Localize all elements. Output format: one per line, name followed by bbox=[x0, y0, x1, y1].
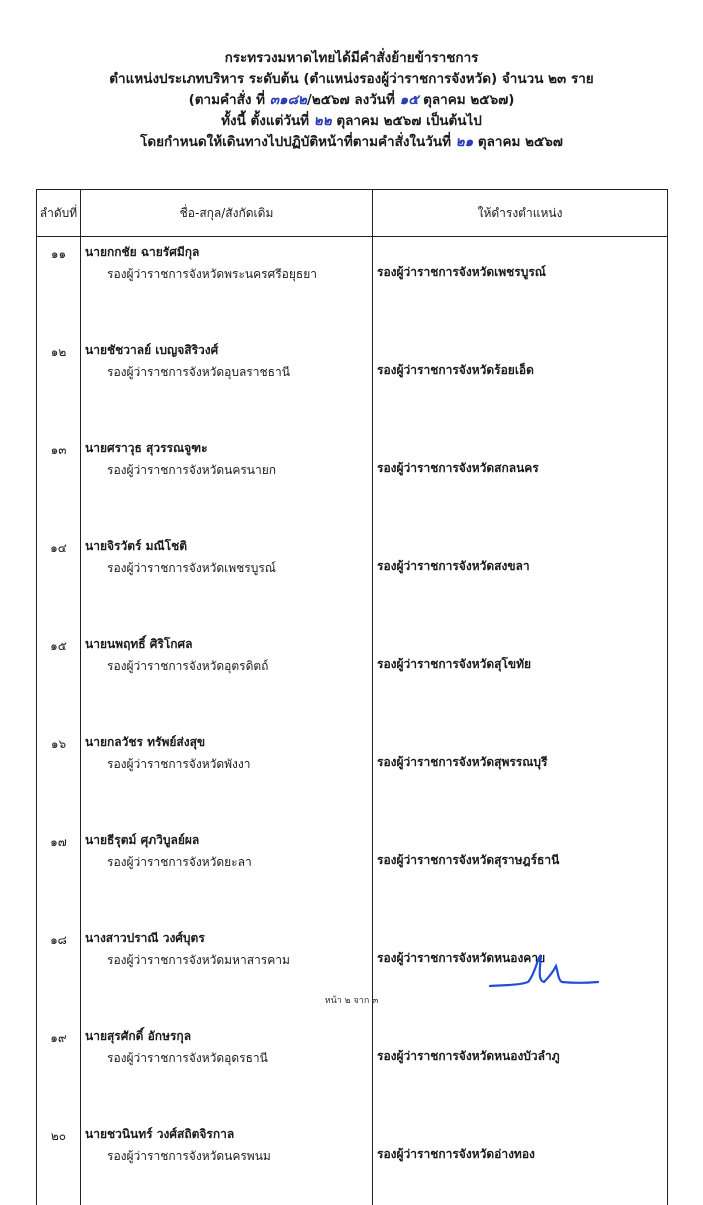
new-position: รองผู้ว่าราชการจังหวัดสกลนคร bbox=[373, 433, 668, 531]
new-position: รองผู้ว่าราชการจังหวัดสุโขทัย bbox=[373, 629, 668, 727]
person-name: นายธีรุตม์ ศุภวิบูลย์ผล bbox=[85, 833, 200, 847]
original-position: รองผู้ว่าราชการจังหวัดอุดรธานี bbox=[107, 1051, 268, 1065]
header-line-3 bbox=[0, 90, 703, 111]
table-row bbox=[37, 1021, 668, 1119]
order-month-year: ตุลาคม ๒๕๖๗) bbox=[423, 92, 515, 108]
table-header-row bbox=[37, 190, 668, 237]
new-position: รองผู้ว่าราชการจังหวัดอ่างทอง bbox=[373, 1119, 668, 1205]
header-name: ชื่อ-สกุล/สังกัดเดิม bbox=[81, 190, 373, 237]
row-number: ๑๖ bbox=[37, 727, 81, 825]
name-cell bbox=[81, 433, 373, 531]
row-number: ๑๑ bbox=[37, 237, 81, 336]
original-position: รองผู้ว่าราชการจังหวัดเพชรบูรณ์ bbox=[107, 561, 276, 575]
table-row bbox=[37, 1119, 668, 1205]
row-number: ๑๔ bbox=[37, 531, 81, 629]
effective-month-year: ตุลาคม ๒๕๖๗ เป็นต้นไป bbox=[336, 113, 482, 129]
signature-image bbox=[488, 952, 600, 992]
table-row bbox=[37, 237, 668, 336]
header-no: ลำดับที่ bbox=[37, 190, 81, 237]
effective-label: ทั้งนี้ ตั้งแต่วันที่ bbox=[221, 113, 310, 129]
header-line-1: กระทรวงมหาดไทยได้มีคำสั่งย้ายข้าราชการ bbox=[224, 50, 479, 66]
new-position: รองผู้ว่าราชการจังหวัดหนองคาย bbox=[373, 923, 668, 1021]
person-name: นางสาวปราณี วงศ์บุตร bbox=[85, 931, 205, 945]
header-line-4 bbox=[0, 111, 703, 132]
new-position: รองผู้ว่าราชการจังหวัดสงขลา bbox=[373, 531, 668, 629]
new-position: รองผู้ว่าราชการจังหวัดสุพรรณบุรี bbox=[373, 727, 668, 825]
report-label: โดยกำหนดให้เดินทางไปปฏิบัติหน้าที่ตามคำสั่งในวันที่ bbox=[140, 134, 451, 150]
name-cell bbox=[81, 727, 373, 825]
person-name: นายชัชวาลย์ เบญจสิริวงศ์ bbox=[85, 343, 219, 357]
row-number: ๑๘ bbox=[37, 923, 81, 1021]
original-position: รองผู้ว่าราชการจังหวัดพระนครศรีอยุธยา bbox=[107, 267, 317, 281]
name-cell bbox=[81, 1021, 373, 1119]
original-position: รองผู้ว่าราชการจังหวัดนครพนม bbox=[107, 1149, 271, 1163]
table-row bbox=[37, 335, 668, 433]
report-month-year: ตุลาคม ๒๕๖๗ bbox=[477, 134, 563, 150]
row-number: ๑๒ bbox=[37, 335, 81, 433]
row-number: ๑๗ bbox=[37, 825, 81, 923]
person-name: นายจิรวัตร์ มณีโชติ bbox=[85, 539, 188, 553]
name-cell bbox=[81, 629, 373, 727]
report-day: ๒๑ bbox=[455, 134, 474, 150]
order-day: ๑๕ bbox=[399, 92, 419, 108]
table-row bbox=[37, 825, 668, 923]
header-line-5 bbox=[0, 132, 703, 153]
name-cell bbox=[81, 1119, 373, 1205]
new-position: รองผู้ว่าราชการจังหวัดสุราษฎร์ธานี bbox=[373, 825, 668, 923]
original-position: รองผู้ว่าราชการจังหวัดยะลา bbox=[107, 855, 252, 869]
order-label: (ตามคำสั่ง ที่ bbox=[188, 92, 266, 108]
row-number: ๑๓ bbox=[37, 433, 81, 531]
row-number: ๒๐ bbox=[37, 1119, 81, 1205]
row-number: ๑๙ bbox=[37, 1021, 81, 1119]
name-cell bbox=[81, 335, 373, 433]
original-position: รองผู้ว่าราชการจังหวัดมหาสารคาม bbox=[107, 953, 290, 967]
person-name: นายกลวัชร ทรัพย์ส่งสุข bbox=[85, 735, 206, 749]
original-position: รองผู้ว่าราชการจังหวัดอุตรดิตถ์ bbox=[107, 659, 269, 673]
table-row bbox=[37, 629, 668, 727]
header-line-2: ตำแหน่งประเภทบริหาร ระดับต้น (ตำแหน่งรองผู้ว่าราชการจังหวัด) จำนวน ๒๓ ราย bbox=[109, 71, 594, 87]
new-position: รองผู้ว่าราชการจังหวัดหนองบัวลำภู bbox=[373, 1021, 668, 1119]
new-position: รองผู้ว่าราชการจังหวัดเพชรบูรณ์ bbox=[373, 237, 668, 336]
table-row bbox=[37, 531, 668, 629]
order-number: ๓๑๘๒ bbox=[269, 92, 307, 108]
name-cell bbox=[81, 825, 373, 923]
row-number: ๑๕ bbox=[37, 629, 81, 727]
document-header bbox=[0, 48, 703, 153]
transfer-table bbox=[36, 189, 668, 1205]
person-name: นายศราวุธ สุวรรณจูฑะ bbox=[85, 441, 208, 455]
effective-day: ๒๒ bbox=[313, 113, 332, 129]
header-new-position: ให้ดำรงตำแหน่ง bbox=[373, 190, 668, 237]
table-row bbox=[37, 727, 668, 825]
original-position: รองผู้ว่าราชการจังหวัดพังงา bbox=[107, 757, 251, 771]
signature-stroke bbox=[490, 956, 598, 986]
new-position: รองผู้ว่าราชการจังหวัดร้อยเอ็ด bbox=[373, 335, 668, 433]
person-name: นายนพฤทธิ์ ศิริโกศล bbox=[85, 637, 193, 651]
person-name: นายชวนินทร์ วงศ์สถิตจิรกาล bbox=[85, 1127, 235, 1141]
person-name: นายสุรศักดิ์ อักษรกุล bbox=[85, 1029, 192, 1043]
original-position: รองผู้ว่าราชการจังหวัดนครนายก bbox=[107, 463, 277, 477]
page-number: หน้า ๒ จาก ๓ bbox=[324, 996, 379, 1006]
person-name: นายกกชัย ฉายรัศมีกุล bbox=[85, 245, 200, 259]
original-position: รองผู้ว่าราชการจังหวัดอุบลราชธานี bbox=[107, 365, 290, 379]
name-cell bbox=[81, 237, 373, 336]
table-row bbox=[37, 433, 668, 531]
name-cell bbox=[81, 531, 373, 629]
order-date-label: /๒๕๖๗ ลงวันที่ bbox=[306, 92, 395, 108]
